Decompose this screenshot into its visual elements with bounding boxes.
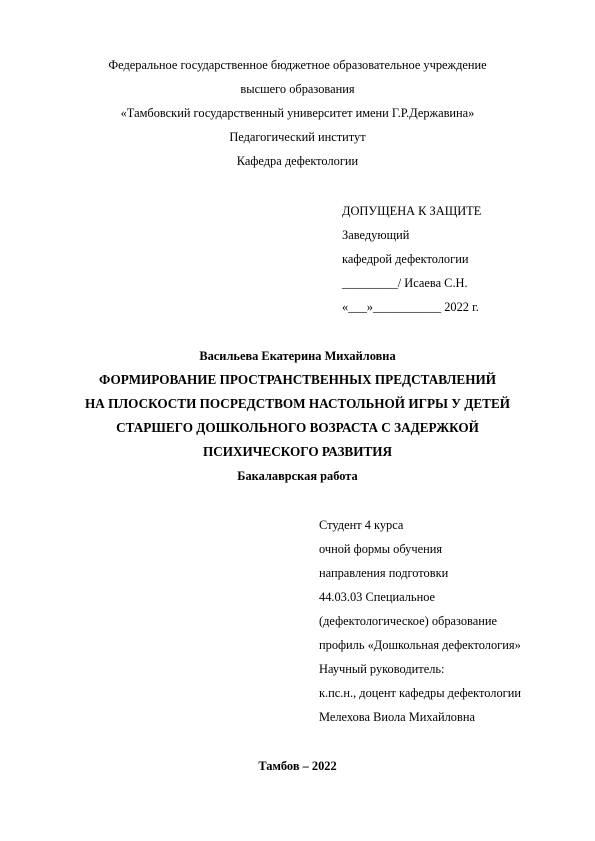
- approval-signature: _________/ Исаева С.Н.: [342, 276, 468, 290]
- university-name: «Тамбовский государственный университет имени Г.Р.Державина»: [120, 106, 475, 120]
- department-name: Кафедра дефектологии: [236, 154, 359, 168]
- supervisor-title: к.пс.н., доцент кафедры дефектологии: [319, 686, 522, 700]
- supervisor-label: Научный руководитель:: [319, 662, 445, 676]
- approval-department: кафедрой дефектологии: [342, 252, 469, 266]
- student-info-line: профиль «Дошкольная дефектология»: [319, 638, 521, 652]
- thesis-title-line: ФОРМИРОВАНИЕ ПРОСТРАНСТВЕННЫХ ПРЕДСТАВЛЕНИЙ: [99, 372, 496, 387]
- institute-name: Педагогический институт: [229, 130, 366, 144]
- student-info-line: 44.03.03 Специальное: [319, 590, 436, 604]
- thesis-title-line: ПСИХИЧЕСКОГО РАЗВИТИЯ: [202, 444, 393, 459]
- thesis-title-line: НА ПЛОСКОСТИ ПОСРЕДСТВОМ НАСТОЛЬНОЙ ИГРЫ У ДЕТЕЙ: [85, 396, 510, 411]
- author-name: Васильева Екатерина Михайловна: [199, 349, 396, 363]
- approval-head-title: Заведующий: [342, 228, 410, 242]
- thesis-title-line: СТАРШЕГО ДОШКОЛЬНОГО ВОЗРАСТА С ЗАДЕРЖКОЙ: [116, 420, 479, 435]
- student-info-line: Студент 4 курса: [319, 518, 404, 532]
- education-level: высшего образования: [240, 82, 355, 96]
- city-year: Тамбов – 2022: [258, 759, 337, 773]
- work-type: Бакалаврская работа: [237, 469, 358, 483]
- approval-heading: ДОПУЩЕНА К ЗАЩИТЕ: [342, 204, 482, 218]
- student-info-line: очной формы обучения: [319, 542, 443, 556]
- approval-date: «___»___________ 2022 г.: [342, 300, 479, 314]
- institution-type: Федеральное государственное бюджетное образовательное учреждение: [108, 58, 487, 72]
- student-info-line: (дефектологическое) образование: [319, 614, 497, 628]
- student-info-line: направления подготовки: [319, 566, 449, 580]
- supervisor-name: Мелехова Виола Михайловна: [319, 710, 475, 724]
